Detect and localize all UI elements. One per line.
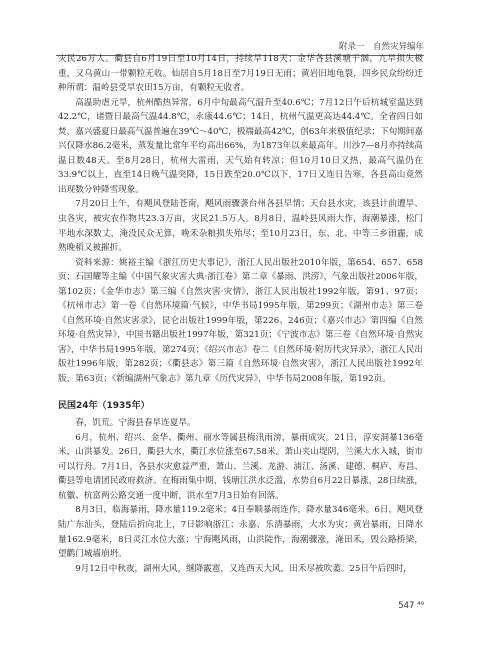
page-mark: ⁴⁹ — [417, 601, 424, 611]
body-text — [58, 52, 423, 576]
paragraph: 灾民26万人。衢县自6月19日至10月14日，持续旱118天；金华各县溪塘干涸，亢旱损失极重，又乌黄山一带颗粒无收。仙居自5月18日至7月19日无雨；黄岩旧地龟裂，四乡民众纷纷迁种所谓：温岭县受旱农田15万亩，有颗粒无收者。 — [58, 54, 423, 94]
paragraph: 春，饥荒。宁海县春旱连夏旱。 — [75, 418, 196, 429]
page-number: 547 — [398, 601, 415, 611]
paragraph: 9月12日中秋夜，湖州大风，继降霰雹，又连西天大风，田禾尽被吹萎。25日午后四时， — [75, 563, 412, 574]
paragraph: 8月3日，临海暴雨，降水量119.2毫米；4日奉顺暴雨连作，降水量346毫米。6日，飓风登陆广东汕头，登陆后折向北上，7日影响浙江；永嘉、乐清暴雨，大水为灾；黄岩暴雨，日降水量162.9毫米，8日灵江水位大涨；宁海飓风雨，山洪陡作，海潮骤涨，淹田禾，毁公路桥梁，望鹳门城墙崩坍。 — [58, 505, 423, 560]
page-footer — [398, 601, 424, 611]
paragraph: 7月20日上午，有飓风登陆苍南，飓风雨骤袭台州各县早情；天台县水灾，该县计前遭旱、虫各灾，被灾农作物共23.3万亩，灾民21.5万人。8月8日，温岭县风雨大作，海潮暴涨，松门平地水深数丈，淹没民众无算，晚禾杂粮损失殆尽；至10月23日，东、北、中等三乡雨霾，成熟晚稻又被摧折。 — [58, 199, 423, 254]
source-note: 资料来源：姚裕主编《浙江历史大事记》，浙江人民出版社2010年版，第654、657、658页；石国耀等主编《中国气象灾害大典·浙江卷》第二章《暴雨、洪涝》，气象出版社2006年版，第102页；《金华市志》第三编《自然灾害·灾情》，浙江人民出版社1992年版，第91、97页；《杭州市志》第一卷《自然环境篇·气候》，中华书局1995年版，第299页；《湖州市志》第三卷《自然环境·自然灾害录》，昆仑出版社1999年版，第226、246页；《嘉兴市志》第四编《自然环境·自然灾异》，中国书籍出版社1997年版，第321页；《宁波市志》第三卷《自然环境·自然灾害》，中华书局1995年版，第274页；《绍兴市志》卷二《自然环境·附历代灾异录》，浙江人民出版社1996年版，第282页；《衢县志》第三篇《自然环境·自然灾害》，浙江人民出版社1992年版，第63页；《新编湖州气象志》第九章《历代灾异》，中华书局2008年版，第192页。 — [58, 257, 423, 385]
section-heading: 民国24年（1935年） — [58, 400, 150, 411]
running-title: 附录一 自然灾异编年 — [338, 42, 424, 52]
paragraph: 6月，杭州、绍兴、金华、衢州、丽水等属县梅汛雨滂，暴雨成灾。21日，淳安洞暴136毫米，山洪暴发。26日，衢县大水，衢江水位涨至67.58米。萧山夹山堤阴，兰溪大水入城，街市可以行舟。7月1日，各县水灾愈益严重，萧山、兰溪、龙游、浦江、汤溪、建德、桐庐、寿昌、衢县等电请团民政府救济。在梅雨集中期，钱塘江洪水泛滥，水势自6月22日暴涨，28日续涨，杭徽、杭富两公路交通一度中断，洪水至7月3日始有回落。 — [58, 432, 423, 501]
paragraph: 高温助虐元旱，杭州酷热异常，6月中旬最高气温升至40.6℃；7月12日午后杭城室温达到42.2℃，诸暨日最高气温44.8℃，永康44.6℃；14日，杭州气温更高达44.4℃。全省四日如焚，嘉兴盛夏日最高气温普遍在39℃～40℃，极端最高42℃，创63年来极值纪录；下旬期间嘉兴仅降水86.2毫米，蒸发量比常年平均高出66%，为1873年以来最高年。川沙7—8月亦持续高温日数48天。至8月28日，杭州大雷雨，天气始有转凉；但10月10日又热，最高气温仍在33.9℃以上，直至14日晚气温突降，15日跌至20.0℃以下，17日又连日告寒，各县高山竟然出现数分钟降雪现象。 — [58, 97, 423, 195]
